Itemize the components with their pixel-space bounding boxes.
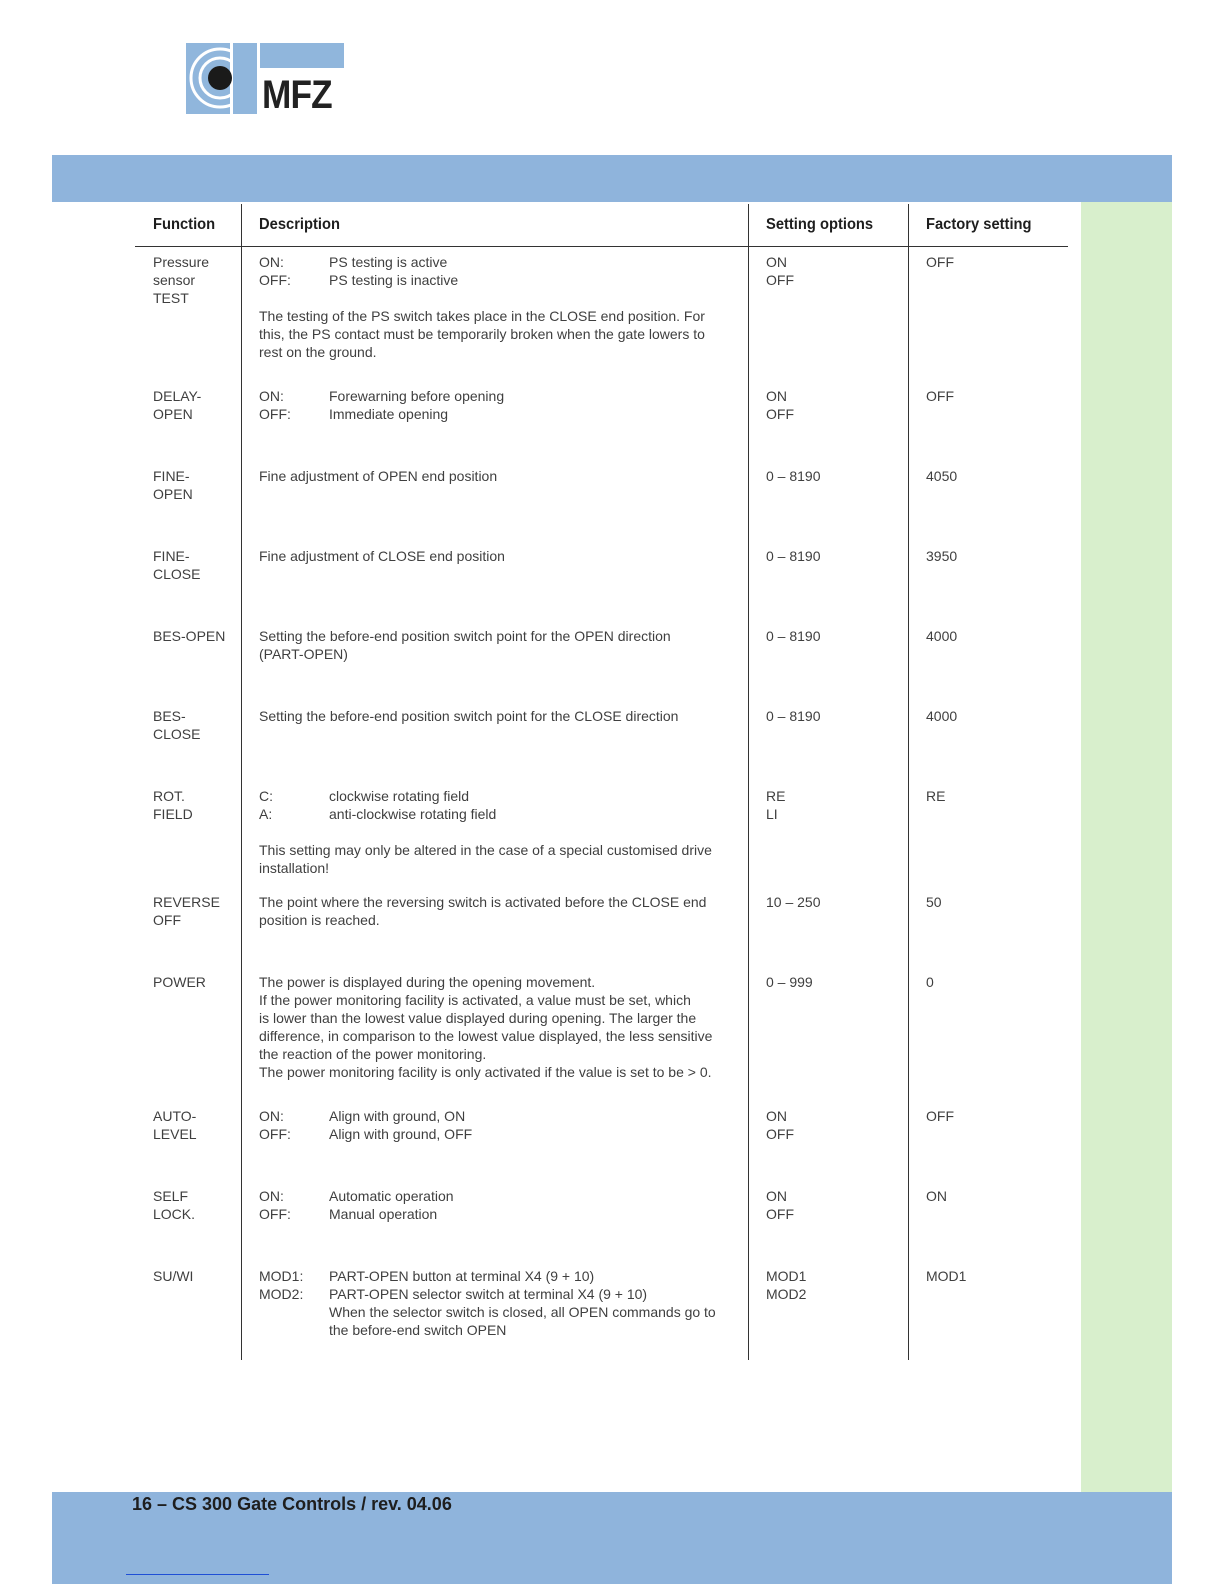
description-cell (259, 627, 729, 663)
description-text: If the power monitoring facility is activated, a value must be set, which (259, 992, 691, 1008)
description-pair (259, 253, 729, 271)
description-pair (259, 1125, 729, 1143)
function-text: POWER (153, 974, 206, 990)
function-text: sensor (153, 272, 196, 288)
description-pair (259, 1285, 729, 1303)
description-value: PART-OPEN button at terminal X4 (9 + 10) (329, 1268, 595, 1284)
footer-link-underline (126, 1574, 269, 1575)
description-key: OFF: (259, 272, 291, 288)
function-cell (153, 467, 239, 503)
description-text: Fine adjustment of OPEN end position (259, 468, 498, 484)
description-key: OFF: (259, 1126, 291, 1142)
page-footer: 16 – CS 300 Gate Controls / rev. 04.06 (132, 1494, 452, 1514)
description-cell (259, 547, 729, 565)
description-pair (259, 1107, 729, 1125)
function-cell (153, 707, 239, 743)
function-text: DELAY- (153, 388, 202, 404)
description-value: Immediate opening (329, 406, 449, 422)
factory-setting-cell: OFF (926, 1108, 954, 1124)
setting-options-cell (766, 387, 906, 423)
setting-options-cell (766, 707, 906, 725)
description-continuation: the before-end switch OPEN (329, 1322, 507, 1338)
mfz-logo (186, 43, 346, 115)
logo-bar (260, 43, 344, 68)
setting-options-cell (766, 1187, 906, 1223)
setting-option: OFF (766, 1126, 794, 1142)
description-value: Align with ground, ON (329, 1108, 466, 1124)
setting-options-cell (766, 627, 906, 645)
description-key: ON: (259, 1188, 284, 1204)
description-pair (259, 805, 729, 823)
function-cell (153, 973, 239, 991)
description-text: The power monitoring facility is only activated if the value is set to be > 0. (259, 1064, 712, 1080)
factory-setting-cell: RE (926, 788, 946, 804)
description-cell (259, 1267, 729, 1339)
header-rule (135, 246, 1068, 247)
function-text: FIELD (153, 806, 193, 822)
setting-option: ON (766, 1188, 787, 1204)
setting-options-cell (766, 787, 906, 823)
setting-option: 10 – 250 (766, 894, 821, 910)
function-text: ROT. (153, 788, 185, 804)
setting-option: ON (766, 1108, 787, 1124)
setting-option: 0 – 8190 (766, 628, 821, 644)
function-cell (153, 627, 239, 645)
setting-option: ON (766, 388, 787, 404)
description-note-line: This setting may only be altered in the case of a special customised drive (259, 842, 712, 858)
description-pair (259, 271, 729, 289)
factory-setting-cell: 50 (926, 894, 942, 910)
setting-option: OFF (766, 1206, 794, 1222)
description-note (259, 841, 729, 877)
description-key: MOD1: (259, 1268, 304, 1284)
description-text: Setting the before-end position switch point for the OPEN direction (259, 628, 671, 644)
description-text: The power is displayed during the opening movement. (259, 974, 596, 990)
description-pair (259, 1187, 729, 1205)
description-note (259, 307, 729, 361)
setting-option: MOD2 (766, 1286, 807, 1302)
description-note-line: this, the PS contact must be temporarily broken when the gate lowers to (259, 326, 705, 342)
header-factory-setting: Factory setting (926, 216, 1032, 233)
function-cell (153, 1187, 239, 1223)
description-pair (259, 405, 729, 423)
setting-option: 0 – 999 (766, 974, 813, 990)
description-text: difference, in comparison to the lowest value displayed, the less sensitive (259, 1028, 713, 1044)
description-text: the reaction of the power monitoring. (259, 1046, 487, 1062)
function-text: FINE- (153, 468, 190, 484)
function-text: SELF (153, 1188, 189, 1204)
setting-options-cell (766, 1267, 906, 1303)
setting-options-cell (766, 973, 906, 991)
description-key: OFF: (259, 406, 291, 422)
function-text: OFF (153, 912, 181, 928)
setting-option: 0 – 8190 (766, 468, 821, 484)
function-text: LOCK. (153, 1206, 196, 1222)
setting-option: 0 – 8190 (766, 708, 821, 724)
description-key: OFF: (259, 1206, 291, 1222)
function-cell (153, 387, 239, 423)
description-cell (259, 893, 729, 929)
function-cell (153, 253, 239, 307)
description-text: The point where the reversing switch is activated before the CLOSE end (259, 894, 707, 910)
factory-setting-cell: ON (926, 1188, 947, 1204)
factory-setting-cell: 4050 (926, 468, 958, 484)
header-setting-options: Setting options (766, 216, 874, 233)
description-note-line: The testing of the PS switch takes place in the CLOSE end position. For (259, 308, 705, 324)
logo-signal-icon (186, 43, 257, 114)
description-cell (259, 1187, 729, 1223)
description-text: Fine adjustment of CLOSE end position (259, 548, 505, 564)
description-key: ON: (259, 388, 284, 404)
description-cell (259, 973, 729, 1081)
setting-options-cell (766, 893, 906, 911)
setting-options-cell (766, 467, 906, 485)
function-text: LEVEL (153, 1126, 197, 1142)
setting-option: OFF (766, 406, 794, 422)
setting-options-cell (766, 253, 906, 289)
description-key: ON: (259, 254, 284, 270)
description-value: clockwise rotating field (329, 788, 470, 804)
description-text: is lower than the lowest value displayed during opening. The larger the (259, 1010, 697, 1026)
description-key: ON: (259, 1108, 284, 1124)
factory-setting-cell: OFF (926, 388, 954, 404)
function-cell (153, 547, 239, 583)
description-pair (259, 787, 729, 805)
setting-option: RE (766, 788, 786, 804)
function-text: Pressure (153, 254, 210, 270)
setting-options-cell (766, 547, 906, 565)
factory-setting-cell: 0 (926, 974, 934, 990)
column-divider (241, 204, 242, 1360)
description-value: Align with ground, OFF (329, 1126, 473, 1142)
header-function: Function (153, 216, 216, 233)
description-cell (259, 787, 729, 877)
function-text: REVERSE (153, 894, 220, 910)
function-text: FINE- (153, 548, 190, 564)
description-note-line: rest on the ground. (259, 344, 377, 360)
column-divider (908, 204, 909, 1360)
description-cell (259, 467, 729, 485)
description-continuation: When the selector switch is closed, all OPEN commands go to (329, 1304, 716, 1320)
factory-setting-cell: OFF (926, 254, 954, 270)
function-cell (153, 893, 239, 929)
description-value: PART-OPEN selector switch at terminal X4 (9 + 10) (329, 1286, 648, 1302)
function-cell (153, 787, 239, 823)
function-text: BES- (153, 708, 186, 724)
description-cell (259, 1107, 729, 1143)
column-divider (748, 204, 749, 1360)
function-text: SU/WI (153, 1268, 194, 1284)
description-value: anti-clockwise rotating field (329, 806, 497, 822)
setting-option: OFF (766, 272, 794, 288)
description-note-line: installation! (259, 860, 330, 876)
setting-option: LI (766, 806, 778, 822)
description-value: PS testing is inactive (329, 272, 459, 288)
function-cell (153, 1107, 239, 1143)
factory-setting-cell: 4000 (926, 708, 958, 724)
description-text: position is reached. (259, 912, 380, 928)
header-band (52, 155, 1172, 202)
description-pair (259, 1205, 729, 1223)
function-text: OPEN (153, 406, 193, 422)
factory-setting-cell: 4000 (926, 628, 958, 644)
side-band (1081, 202, 1172, 1492)
description-value: Automatic operation (329, 1188, 454, 1204)
function-text: OPEN (153, 486, 193, 502)
function-cell (153, 1267, 239, 1285)
function-text: CLOSE (153, 726, 201, 742)
description-value: Forewarning before opening (329, 388, 505, 404)
setting-option: ON (766, 254, 787, 270)
header-description: Description (259, 216, 340, 233)
setting-option: MOD1 (766, 1268, 807, 1284)
function-text: CLOSE (153, 566, 201, 582)
factory-setting-cell: MOD1 (926, 1268, 967, 1284)
description-cell (259, 707, 729, 725)
description-key: C: (259, 788, 273, 804)
description-text: Setting the before-end position switch point for the CLOSE direction (259, 708, 679, 724)
description-cell (259, 253, 729, 361)
factory-setting-cell: 3950 (926, 548, 958, 564)
description-text: (PART-OPEN) (259, 646, 348, 662)
description-value: Manual operation (329, 1206, 438, 1222)
logo-wordmark: MFZ (262, 73, 332, 117)
setting-option: 0 – 8190 (766, 548, 821, 564)
description-key: MOD2: (259, 1286, 304, 1302)
setting-options-cell (766, 1107, 906, 1143)
function-text: TEST (153, 290, 189, 306)
description-key: A: (259, 806, 273, 822)
description-value: PS testing is active (329, 254, 448, 270)
description-pair (259, 1267, 729, 1285)
description-pair (259, 387, 729, 405)
description-cell (259, 387, 729, 423)
function-text: BES-OPEN (153, 628, 226, 644)
function-text: AUTO- (153, 1108, 197, 1124)
